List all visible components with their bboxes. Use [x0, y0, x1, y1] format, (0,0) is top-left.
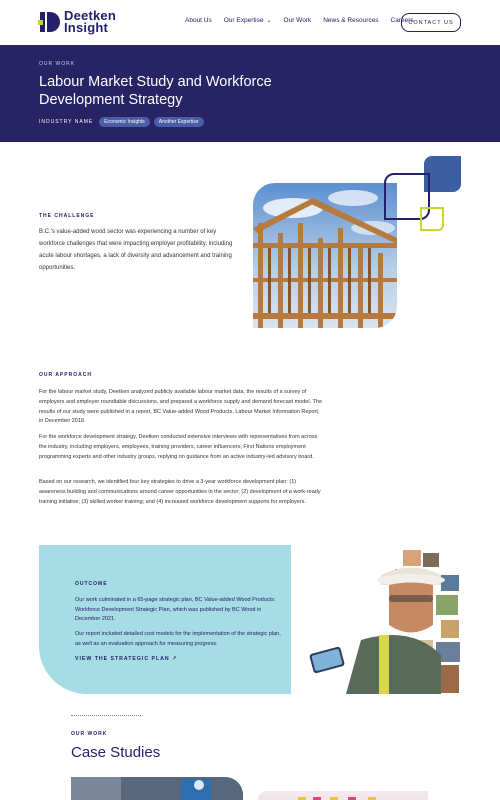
- construction-framing-photo: [253, 183, 397, 328]
- section-divider: [71, 715, 141, 716]
- industry-tags: [39, 117, 208, 127]
- industry-label: INDUSTRY NAME: [39, 119, 94, 125]
- logo-wordmark: [64, 10, 116, 34]
- approach-paragraph: For the labour market study, Deetken analyzed publicly available labour market data, the results of a survey of employers and employer roundtable discussions, and prepared a workforce supply and demand forecast model. The results of our study were published in a report, BC Value-added Wood Products, Labour Market Information Report, in December 2018.: [39, 389, 323, 425]
- case-studies-title: Case Studies: [71, 744, 161, 761]
- site-header: [0, 0, 500, 45]
- case-study-card-image: [71, 777, 243, 800]
- tag-economic-insights[interactable]: Economic Insights: [99, 117, 150, 127]
- outcome-label: OUTCOME: [75, 581, 108, 587]
- case-study-card[interactable]: [71, 777, 243, 800]
- nav-careers[interactable]: Careers: [390, 17, 414, 24]
- main-nav: [185, 17, 426, 24]
- view-strategic-plan-link[interactable]: VIEW THE STRATEGIC PLAN ↗: [75, 656, 178, 662]
- nav-our-work[interactable]: Our Work: [283, 17, 312, 24]
- logo-line-2: Insight: [64, 20, 109, 35]
- challenge-label: THE CHALLENGE: [39, 213, 95, 219]
- logo[interactable]: [38, 10, 116, 34]
- logo-mark-icon: [38, 10, 60, 34]
- chevron-down-icon: ⌄: [266, 18, 272, 24]
- page-title: Labour Market Study and Workforce Development Strategy: [39, 74, 272, 108]
- approach-label: OUR APPROACH: [39, 372, 92, 378]
- outcome-paragraph: Our work culminated in a 65-page strategic plan, BC Value-added Wood Products: Workforce Development Strategic Plan, which was published by BC Wood in December 2021.: [75, 597, 276, 622]
- worker-mosaic-graphic: [291, 545, 461, 694]
- decorative-square-lime: [420, 207, 444, 231]
- hero-eyebrow: OUR WORK: [39, 61, 76, 67]
- nav-our-expertise-label: Our Expertise: [223, 17, 264, 24]
- hero-banner: [0, 45, 500, 142]
- logo-line-1: Deetken: [64, 8, 116, 23]
- case-study-card-image: [258, 795, 428, 800]
- nav-news-resources[interactable]: News & Resources: [323, 17, 379, 24]
- approach-paragraph: For the workforce development strategy, Deetken conducted extensive interviews with representatives from across the industry, including employers, employees, training providers, career influencers, First Nations employment programming experts and other industry groups, replying on guidance from an active industry-led advisory board.: [39, 434, 318, 460]
- worker-photo-mosaic: [291, 545, 461, 694]
- case-study-card[interactable]: [258, 791, 428, 800]
- case-studies-eyebrow: OUR WORK: [71, 731, 108, 737]
- contact-us-button[interactable]: CONTACT US: [401, 13, 461, 32]
- nav-our-expertise[interactable]: [224, 17, 272, 24]
- outcome-paragraph: Our report included detailed cost models for the implementation of the strategic plan, as well as an evaluation approach for measuring progress.: [75, 631, 281, 647]
- nav-about-us[interactable]: About Us: [185, 17, 212, 24]
- approach-paragraph: Based on our research, we identified four key strategies to drive a 3-year workforce development plan: (1) awareness building and communications around career opportunities in the sector; (2) development of a work-ready training initiative; (3) skilled worker training; and (4) increased workforce development supports for employers.: [39, 479, 321, 505]
- tag-another-expertise[interactable]: Another Expertise: [154, 117, 204, 127]
- construction-photo-graphic: [253, 183, 397, 328]
- challenge-text: B.C.'s value-added wood sector was experiencing a number of key workforce challenges that were impacting employer profitability, including acute labour shortages, a lack of diversity and advancement and training opportunities.: [39, 229, 233, 271]
